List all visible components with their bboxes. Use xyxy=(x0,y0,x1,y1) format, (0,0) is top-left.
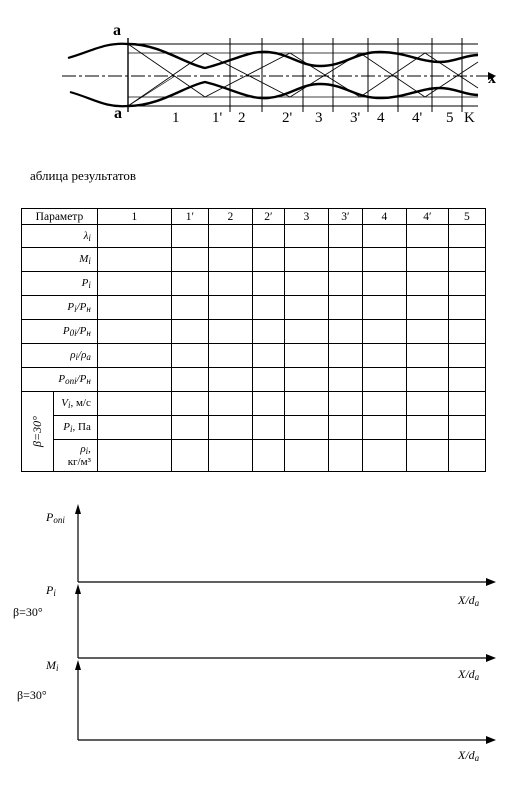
row-symbol: λ xyxy=(83,229,89,242)
table-cell xyxy=(362,320,406,344)
table-cell xyxy=(448,368,485,392)
row-label xyxy=(22,225,98,248)
table-cell xyxy=(97,248,171,272)
graph-xlabel: $X/d_a$ xyxy=(458,667,480,682)
table-cell xyxy=(362,225,406,248)
label-a-bottom: a xyxy=(114,105,122,122)
table-row xyxy=(22,416,486,440)
row-label xyxy=(22,344,98,368)
column-header: 4 xyxy=(362,209,406,225)
row-label xyxy=(22,248,98,272)
table-cell xyxy=(208,225,252,248)
column-header: 1 xyxy=(97,209,171,225)
row-suffix-sub: a xyxy=(86,352,91,362)
table-cell xyxy=(406,272,448,296)
graph-ylabel-pon: $P_{oni}$ xyxy=(46,510,65,525)
table-cell xyxy=(208,392,252,416)
table-cell xyxy=(328,296,362,320)
table-cell xyxy=(284,248,328,272)
row-subscript: i xyxy=(85,446,89,456)
table-cell xyxy=(252,368,284,392)
table-cell xyxy=(406,225,448,248)
column-header: 2′ xyxy=(252,209,284,225)
table-cell xyxy=(328,272,362,296)
table-row xyxy=(22,225,486,248)
table-cell xyxy=(284,440,328,472)
table-row xyxy=(22,272,486,296)
row-suffix-sub: н xyxy=(86,376,91,386)
table-cell xyxy=(97,320,171,344)
table-cell xyxy=(171,416,208,440)
row-suffix: /ρ xyxy=(78,349,87,361)
table-cell xyxy=(284,320,328,344)
table-cell xyxy=(171,225,208,248)
table-cell xyxy=(284,344,328,368)
table-cell xyxy=(208,296,252,320)
table-row xyxy=(22,392,486,416)
y-axis-3-arrow xyxy=(75,660,81,670)
table-cell xyxy=(97,296,171,320)
column-header: 1′ xyxy=(171,209,208,225)
graph-ylabel-pi: $P_i$ xyxy=(46,583,56,598)
table-cell xyxy=(448,248,485,272)
table-cell xyxy=(208,368,252,392)
table-cell xyxy=(252,248,284,272)
table-cell xyxy=(97,392,171,416)
row-symbol: P xyxy=(63,421,71,433)
row-unit: , Па xyxy=(72,421,91,433)
row-label xyxy=(22,272,98,296)
row-symbol: ρ xyxy=(80,443,86,455)
section-label: K xyxy=(464,110,475,126)
table-cell xyxy=(362,248,406,272)
table-cell xyxy=(97,416,171,440)
table-cell xyxy=(328,440,362,472)
table-cell xyxy=(406,248,448,272)
graph-xlabel: $X/d_a$ xyxy=(458,593,480,608)
section-label: 4' xyxy=(412,110,423,126)
table-cell xyxy=(448,344,485,368)
table-cell xyxy=(448,416,485,440)
characteristic xyxy=(425,53,478,88)
row-label xyxy=(53,416,97,440)
table-cell xyxy=(252,392,284,416)
table-cell xyxy=(406,416,448,440)
y-axis-2-arrow xyxy=(75,584,81,594)
row-subscript: i xyxy=(88,256,91,266)
row-symbol: M xyxy=(79,253,89,265)
table-cell xyxy=(171,272,208,296)
table-cell xyxy=(406,392,448,416)
table-cell xyxy=(171,440,208,472)
row-subscript: 0i xyxy=(69,328,77,338)
beta-text: β=30° xyxy=(29,416,44,447)
row-subscript: i xyxy=(74,304,77,314)
table-cell xyxy=(171,344,208,368)
section-label: 2' xyxy=(282,110,293,126)
row-label xyxy=(53,440,97,472)
column-header: 5 xyxy=(448,209,485,225)
table-cell xyxy=(284,368,328,392)
header-param: Параметр xyxy=(22,209,98,225)
row-unit: , xyxy=(88,443,91,455)
table-cell xyxy=(406,344,448,368)
table-cell xyxy=(252,416,284,440)
table-cell xyxy=(284,272,328,296)
table-cell xyxy=(328,392,362,416)
table-cell xyxy=(406,368,448,392)
section-label: 4 xyxy=(377,110,385,126)
graph-ylabel-mi: $M_i$ xyxy=(46,658,59,673)
table-cell xyxy=(171,392,208,416)
table-cell xyxy=(284,392,328,416)
characteristic xyxy=(425,62,478,97)
table-cell xyxy=(406,320,448,344)
table-cell xyxy=(208,440,252,472)
column-header: 3 xyxy=(284,209,328,225)
table-cell xyxy=(362,416,406,440)
row-unit: , м/с xyxy=(70,397,91,409)
table-cell xyxy=(252,225,284,248)
table-row xyxy=(22,248,486,272)
table-cell xyxy=(362,344,406,368)
table-cell xyxy=(406,296,448,320)
table-cell xyxy=(171,248,208,272)
row-subscript: i xyxy=(70,424,73,434)
table-cell xyxy=(171,368,208,392)
table-cell xyxy=(328,225,362,248)
table-cell xyxy=(328,344,362,368)
row-symbol: P xyxy=(58,373,66,385)
row-suffix-sub: н xyxy=(86,328,91,338)
x-axis-3-arrow xyxy=(486,736,496,744)
section-label: 3' xyxy=(350,110,361,126)
row-label xyxy=(22,296,98,320)
column-header: 4′ xyxy=(406,209,448,225)
table-cell xyxy=(328,416,362,440)
table-cell xyxy=(252,272,284,296)
table-cell xyxy=(284,296,328,320)
table-cell xyxy=(328,320,362,344)
table-header-row xyxy=(22,209,486,225)
table-cell xyxy=(97,440,171,472)
table-cell xyxy=(284,225,328,248)
x-axis-1-arrow xyxy=(486,578,496,586)
table-cell xyxy=(328,248,362,272)
table-cell xyxy=(208,320,252,344)
row-subscript: i xyxy=(75,352,79,362)
table-cell xyxy=(448,272,485,296)
table-cell xyxy=(362,392,406,416)
graph-beta-label: β=30° xyxy=(13,605,43,619)
graph-axes xyxy=(0,490,524,786)
row-suffix: /P xyxy=(76,325,87,337)
table-cell xyxy=(97,272,171,296)
row-suffix: /P xyxy=(76,373,87,385)
row-symbol: P xyxy=(62,325,70,337)
section-label: 5 xyxy=(446,110,454,126)
table-cell xyxy=(97,344,171,368)
table-cell xyxy=(252,440,284,472)
row-subscript: i xyxy=(88,280,91,290)
table-body xyxy=(22,225,486,472)
table-cell xyxy=(171,320,208,344)
row-symbol: ρ xyxy=(70,349,76,361)
table-cell xyxy=(208,272,252,296)
row-symbol: P xyxy=(81,277,89,289)
table-cell xyxy=(362,272,406,296)
table-cell xyxy=(252,344,284,368)
table-cell xyxy=(448,320,485,344)
label-a-top: a xyxy=(113,22,121,39)
table-row xyxy=(22,368,486,392)
table-cell xyxy=(362,440,406,472)
row-suffix-sub: н xyxy=(86,304,91,314)
table-cell xyxy=(97,225,171,248)
table-cell xyxy=(208,344,252,368)
table-row xyxy=(22,320,486,344)
y-axis-1-arrow xyxy=(75,504,81,514)
table-cell xyxy=(97,368,171,392)
table-row xyxy=(22,344,486,368)
table-cell xyxy=(208,248,252,272)
nozzle-top-lip xyxy=(68,44,128,58)
table-cell xyxy=(284,416,328,440)
column-header: 3′ xyxy=(328,209,362,225)
table-row xyxy=(22,440,486,472)
table-cell xyxy=(208,416,252,440)
section-label: 1 xyxy=(172,110,180,126)
table-title: аблица результатов xyxy=(30,168,137,183)
table-cell xyxy=(362,296,406,320)
row-symbol: V xyxy=(61,397,68,409)
table-cell xyxy=(448,440,485,472)
table-cell xyxy=(252,296,284,320)
beta-group-label xyxy=(22,392,54,472)
section-label: 1' xyxy=(212,110,223,126)
results-table xyxy=(21,208,486,472)
table-cell xyxy=(448,392,485,416)
row-label xyxy=(53,392,97,416)
row-label xyxy=(22,368,98,392)
table-cell xyxy=(448,225,485,248)
row-suffix: /P xyxy=(76,301,87,313)
row-subscript: i xyxy=(67,400,71,410)
table-cell xyxy=(328,368,362,392)
section-label: 3 xyxy=(315,110,323,126)
table-cell xyxy=(252,320,284,344)
row-symbol: P xyxy=(67,301,75,313)
table-cell xyxy=(362,368,406,392)
table-cell xyxy=(171,296,208,320)
graph-xlabel: $X/d_a$ xyxy=(458,748,480,763)
section-label: 2 xyxy=(238,110,246,126)
table-row xyxy=(22,296,486,320)
table-cell xyxy=(406,440,448,472)
table-cell xyxy=(448,296,485,320)
column-header: 2 xyxy=(208,209,252,225)
row-unit2: кг/м³ xyxy=(67,456,91,468)
row-subscript: i xyxy=(88,232,91,243)
row-label xyxy=(22,320,98,344)
graph-beta-label: β=30° xyxy=(17,688,47,702)
label-x: x xyxy=(488,70,496,87)
x-axis-2-arrow xyxy=(486,654,496,662)
row-subscript: oni xyxy=(65,376,77,386)
